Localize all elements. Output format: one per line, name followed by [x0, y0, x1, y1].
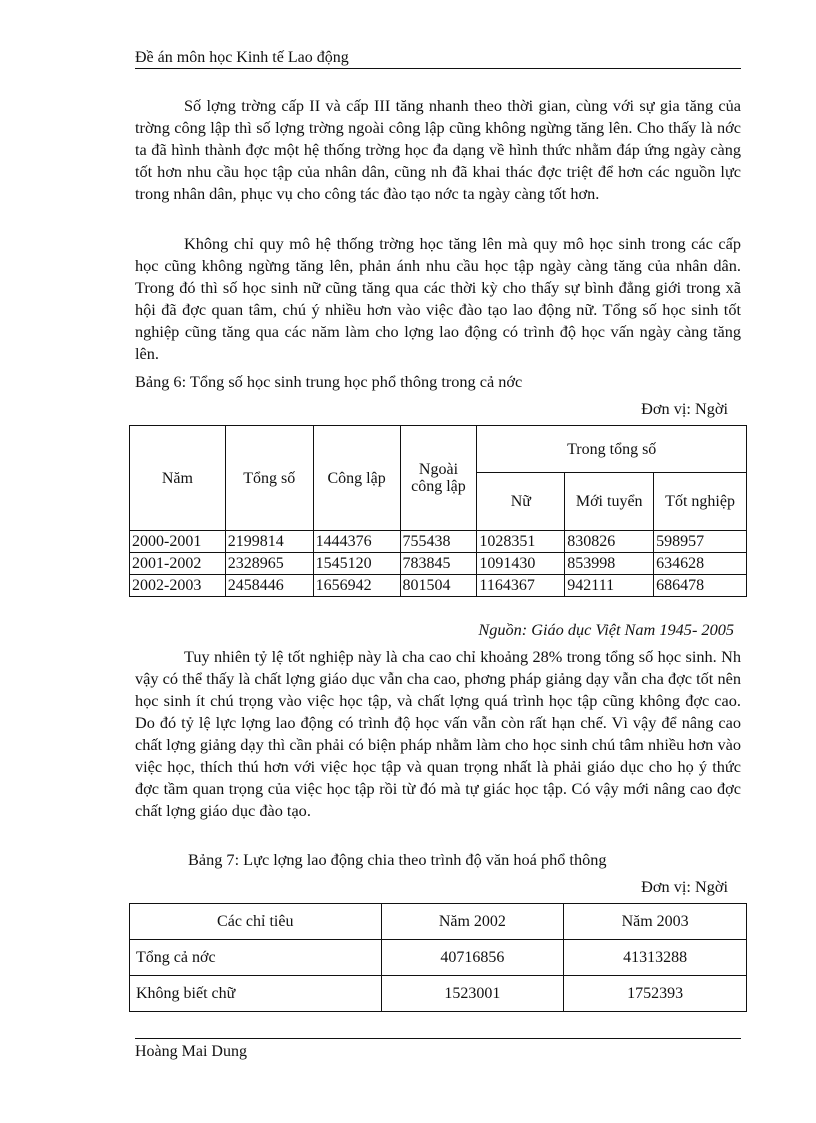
col-header-2003: Năm 2003 [564, 904, 747, 940]
table-cell: 755438 [400, 531, 477, 553]
table-cell: 2458446 [225, 575, 313, 597]
paragraph-3: Tuy nhiên tỷ lệ tốt nghiệp này là cha cao chỉ khoảng 28% trong tổng số học sinh. Nh vậy có thể thấy là chất lợng giáo dục vẫn cha cao, phơng pháp giảng dạy vẫn cha đợc tốt nên học sinh ít chú trọng vào việc học tập, và chất lợng quá trình học tập cũng không đợc cao. Do đó tỷ lệ lực lợng lao động có trình độ học vấn vẫn còn rất hạn chế. Vì vậy để nâng cao chất lợng giảng dạy thì cần phải có biện pháp nhằm làm cho học sinh chú tâm nhiều hơn vào việc học, thích thú hơn với việc học tập và quan trọng nhất là phải giáo dục cho họ ý thức đợc tầm quan trọng của việc học tập rồi từ đó mà tự giác học tập. Có vậy mới nâng cao đợc chất lợng giáo dục đào tạo. [135, 647, 741, 820]
table-cell: 1028351 [477, 531, 565, 553]
table-cell: 2001-2002 [130, 553, 226, 575]
table-cell: 2328965 [225, 553, 313, 575]
table-cell: 2000-2001 [130, 531, 226, 553]
table-cell: 634628 [654, 553, 747, 575]
col-header-public: Công lập [313, 426, 400, 531]
table-cell: 830826 [565, 531, 654, 553]
page-footer: Hoàng Mai Dung [135, 1043, 247, 1060]
page-header: Đề án môn học Kinh tế Lao động [135, 48, 741, 69]
table-row [130, 575, 747, 597]
table-row [130, 976, 747, 1012]
col-header-group: Trong tổng số [477, 426, 747, 473]
col-header-female: Nữ [477, 473, 565, 531]
col-header-2002: Năm 2002 [381, 904, 564, 940]
table-7 [129, 903, 747, 1012]
table-cell: 783845 [400, 553, 477, 575]
table-row [130, 553, 747, 575]
table6-unit: Đơn vị: Ngời [641, 399, 728, 418]
table-6 [129, 425, 747, 597]
table-cell: 2199814 [225, 531, 313, 553]
paragraph-2: Không chỉ quy mô hệ thống trờng học tăng lên mà quy mô học sinh trong các cấp học cũng không ngừng tăng lên, phản ánh nhu cầu học tập ngày càng tăng của nhân dân. Trong đó thì số học sinh nữ cũng tăng qua các thời kỳ cho thấy sự bình đẳng giới trong xã hội đã đợc quan tâm, chú ý nhiều hơn vào việc đào tạo lao động nữ. Tổng số học sinh tốt nghiệp cũng tăng qua các năm làm cho lợng lao động có trình độ học vấn ngày càng tăng lên. [135, 234, 741, 363]
table-cell: 598957 [654, 531, 747, 553]
col-header-private: Ngoài công lập [400, 426, 477, 531]
col-header-new: Mới tuyển [565, 473, 654, 531]
table-cell: 1444376 [313, 531, 400, 553]
paragraph-1: Số lợng trờng cấp II và cấp III tăng nhanh theo thời gian, cùng với sự gia tăng của trờng công lập thì số lợng trờng ngoài công lập cũng không ngừng tăng lên. Cho thấy là nớc ta đã hình thành đợc một hệ thống trờng học đa dạng về hình thức nhằm đáp ứng ngày càng tốt hơn nhu cầu học tập của nhân dân, cũng nh đã khai thác đợc triệt để hơn các nguồn lực trong nhân dân, phục vụ cho công tác đào tạo nớc ta ngày càng tốt hơn. [135, 96, 741, 203]
table-cell: 1656942 [313, 575, 400, 597]
table7-unit: Đơn vị: Ngời [641, 877, 728, 896]
table-row [130, 531, 747, 553]
table-row [130, 940, 747, 976]
table-cell: 686478 [654, 575, 747, 597]
table7-caption: Bảng 7: Lực lợng lao động chia theo trình độ văn hoá phổ thông [188, 850, 607, 869]
table-cell: 1752393 [564, 976, 747, 1012]
table-cell: Không biết chữ [130, 976, 382, 1012]
table-cell: 1545120 [313, 553, 400, 575]
col-header-indicator: Các chỉ tiêu [130, 904, 382, 940]
table6-caption: Bảng 6: Tổng số học sinh trung học phổ thông trong cả nớc [135, 372, 523, 391]
col-header-grad: Tốt nghiệp [654, 473, 747, 531]
table-cell: 1164367 [477, 575, 565, 597]
table-cell: 801504 [400, 575, 477, 597]
table-cell: 942111 [565, 575, 654, 597]
col-header-total: Tổng số [225, 426, 313, 531]
table-cell: 1523001 [381, 976, 564, 1012]
table-cell: 1091430 [477, 553, 565, 575]
table-cell: 853998 [565, 553, 654, 575]
table-cell: Tổng cả nớc [130, 940, 382, 976]
footer-divider [135, 1038, 741, 1039]
col-header-year: Năm [130, 426, 226, 531]
table-cell: 41313288 [564, 940, 747, 976]
table-cell: 2002-2003 [130, 575, 226, 597]
table-cell: 40716856 [381, 940, 564, 976]
table6-source: Nguồn: Giáo dục Việt Nam 1945- 2005 [478, 620, 734, 639]
